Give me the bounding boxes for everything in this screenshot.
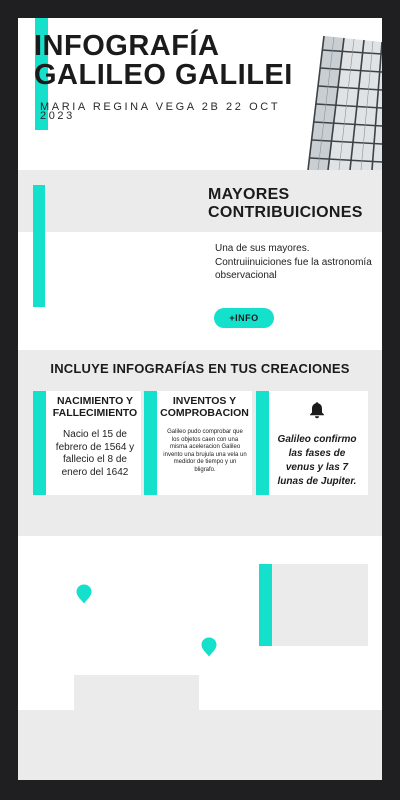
infographic-page (18, 18, 382, 780)
map-section (18, 536, 382, 710)
card-text: Galileo pudo comprobar que los objetos caen con una misma aceleracion Galileo invento una brujula una vela un medidor de tiempo y un bligrafo. (163, 429, 247, 473)
building-photo (294, 28, 382, 170)
infographics-section (18, 350, 382, 536)
accent-bar (256, 391, 269, 495)
bell-icon (309, 401, 325, 419)
card-heading: NACIMIENTO Y FALLECIMIENTO (52, 395, 138, 419)
card-heading: INVENTOS Y COMPROBACION (160, 395, 249, 419)
accent-bar (259, 564, 272, 646)
card-birth-death (33, 391, 141, 495)
accent-bar (144, 391, 157, 495)
infographics-title: INCLUYE INFOGRAFÍAS EN TUS CREACIONES (50, 361, 350, 376)
card-text: Galileo confirmo las fases de venus y las 7 lunas de Jupiter. (277, 434, 357, 487)
contributions-section (18, 170, 382, 350)
header-section (18, 18, 382, 170)
card-discoveries (256, 391, 368, 495)
more-info-button[interactable]: +INFO (214, 308, 274, 328)
footer-band (18, 710, 382, 780)
map-pin-icon (201, 637, 217, 657)
placeholder-box (272, 564, 368, 646)
placeholder-box (74, 675, 199, 710)
page-title: INFOGRAFÍA GALILEO GALILEI (34, 30, 293, 91)
contributions-text: Una de sus mayores. Contruiinuiciones fue la astronomía observacional (215, 243, 372, 281)
map-pin-icon (76, 584, 92, 604)
author-date: MARIA REGINA VEGA 2B 22 OCT 2023 (40, 101, 280, 122)
card-text: Nacio el 15 de febrero de 1564 y fallecio el 8 de enero del 1642 (55, 429, 135, 478)
accent-bar (33, 391, 46, 495)
contributions-title: MAYORES CONTRIBUICIONES (208, 186, 363, 221)
accent-bar (33, 185, 45, 307)
card-inventions (144, 391, 252, 495)
